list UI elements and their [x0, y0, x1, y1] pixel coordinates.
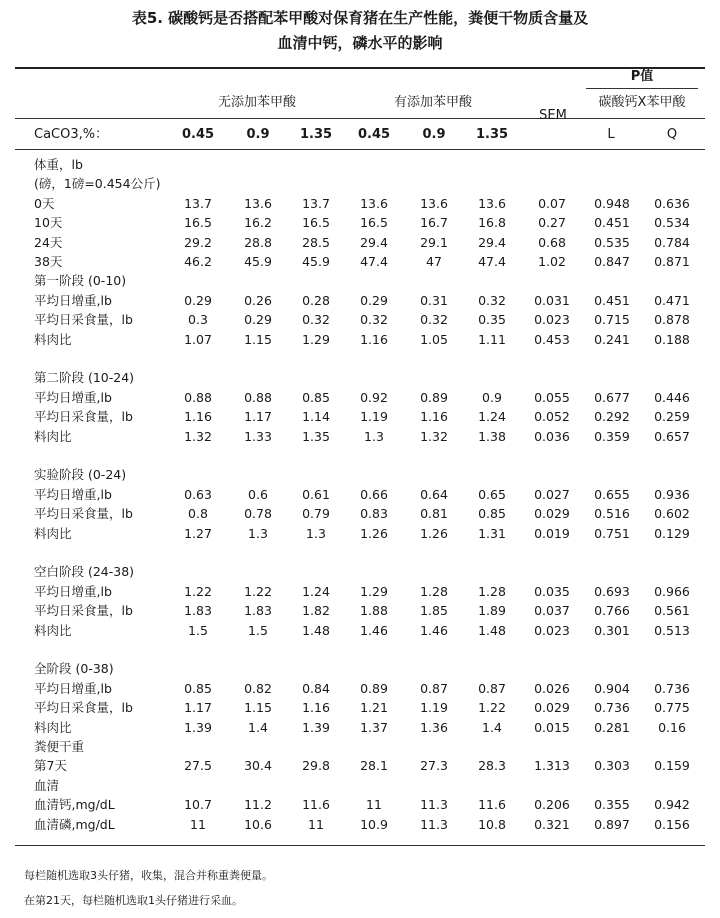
- row-label: 平均日增重,lb: [34, 680, 112, 696]
- table-cell: 1.19: [420, 700, 448, 716]
- table-cell: 1.39: [302, 719, 330, 735]
- table-cell: 11.3: [420, 816, 448, 832]
- table-cell: 0.966: [654, 583, 690, 599]
- table-cell: 1.28: [420, 583, 448, 599]
- table-cell: 11.6: [478, 797, 506, 813]
- table-cell: 1.15: [244, 331, 272, 347]
- table-cell: 1.313: [534, 758, 570, 774]
- table-cell: 45.9: [244, 254, 272, 269]
- table-cell: 0.32: [360, 312, 388, 328]
- caco3-level-6: 1.35: [475, 127, 509, 142]
- top-rule: [15, 67, 705, 69]
- table-cell: 45.9: [302, 254, 330, 269]
- table-cell: 0.026: [534, 680, 570, 696]
- table-cell: 0.784: [654, 234, 690, 250]
- table-cell: 0.156: [654, 816, 690, 832]
- table-cell: 27.3: [420, 758, 448, 774]
- table-cell: 1.21: [360, 700, 388, 716]
- row-label: 平均日采食量，lb: [34, 603, 133, 619]
- table-cell: 0.85: [302, 389, 330, 405]
- table-cell: 0.019: [534, 525, 570, 541]
- row-label: 第二阶段 (10-24): [34, 370, 135, 386]
- row-label: 血清: [34, 777, 60, 793]
- table-cell: 0.775: [654, 700, 690, 716]
- table-cell: 1.05: [420, 331, 448, 347]
- caco3-label: CaCO3,%：: [34, 127, 109, 142]
- table-cell: 0.281: [594, 719, 630, 735]
- table-cell: 0.677: [594, 389, 630, 405]
- table-cell: 0.79: [302, 506, 330, 522]
- table-cell: 0.241: [594, 331, 630, 347]
- table-cell: 1.48: [478, 622, 506, 638]
- table-cell: 46.2: [184, 254, 212, 269]
- table-cell: 1.11: [478, 331, 506, 347]
- table-cell: 0.321: [534, 816, 570, 832]
- table-cell: 47.4: [478, 254, 506, 269]
- table-cell: 16.2: [244, 215, 272, 231]
- table-cell: 0.292: [594, 409, 630, 425]
- title-line-2: 血清中钙，磷水平的影响: [277, 34, 443, 52]
- pvalue-header: P值: [630, 69, 654, 84]
- table-cell: 0.751: [594, 525, 630, 541]
- table-cell: 0.471: [654, 292, 690, 308]
- table-cell: 0.35: [478, 312, 506, 328]
- table-cell: 1.16: [360, 331, 388, 347]
- table-cell: 0.85: [184, 680, 212, 696]
- row-label: 平均日增重,lb: [34, 389, 112, 405]
- table-cell: 1.46: [420, 622, 448, 638]
- table-cell: 0.85: [478, 506, 506, 522]
- table-cell: 16.5: [184, 215, 212, 231]
- row-label: 料肉比: [34, 622, 72, 638]
- table-cell: 0.78: [244, 506, 272, 522]
- table-cell: 0.87: [420, 680, 448, 696]
- caco3-level-4: 0.45: [357, 127, 391, 142]
- table-cell: 0.693: [594, 583, 630, 599]
- table-cell: 16.7: [420, 215, 448, 231]
- row-label: 料肉比: [34, 428, 72, 444]
- table-cell: 0.023: [534, 312, 570, 328]
- table-cell: 0.32: [478, 292, 506, 308]
- table-cell: 0.29: [360, 292, 388, 308]
- table-cell: 10.9: [360, 816, 388, 832]
- row-label: 平均日采食量，lb: [34, 700, 133, 716]
- table-cell: 1.16: [302, 700, 330, 716]
- table-cell: 0.303: [594, 758, 630, 774]
- table-cell: 1.31: [478, 525, 506, 541]
- table-cell: 0.036: [534, 428, 570, 444]
- table-cell: 0.023: [534, 622, 570, 638]
- caco3-level-5: 0.9: [422, 127, 446, 142]
- table-cell: 1.22: [478, 700, 506, 716]
- row-label: 粪便干重: [34, 739, 85, 754]
- bottom-rule: [15, 845, 705, 846]
- table-cell: 1.26: [420, 525, 448, 541]
- table-cell: 1.4: [482, 719, 502, 735]
- table-cell: 28.8: [244, 234, 272, 250]
- row-label: 38天: [34, 254, 63, 269]
- table-cell: 28.1: [360, 758, 388, 774]
- caco3-level-1: 0.45: [181, 127, 215, 142]
- table-cell: 10.8: [478, 816, 506, 832]
- table-cell: 13.6: [244, 195, 272, 211]
- table-cell: 0.129: [654, 525, 690, 541]
- row-label: 平均日增重,lb: [34, 583, 112, 599]
- table-cell: 1.22: [244, 583, 272, 599]
- table-cell: 1.3: [248, 525, 268, 541]
- table-cell: 13.6: [420, 195, 448, 211]
- table-cell: 0.029: [534, 506, 570, 522]
- table-cell: 0.027: [534, 486, 570, 502]
- table-cell: 1.26: [360, 525, 388, 541]
- table-cell: 29.4: [360, 234, 388, 250]
- table-cell: 0.259: [654, 409, 690, 425]
- row-label: 体重，lb: [34, 157, 83, 172]
- table-cell: 0.029: [534, 700, 570, 716]
- table-cell: 0.68: [538, 234, 566, 250]
- table-cell: 0.446: [654, 389, 690, 405]
- table-cell: 0.871: [654, 254, 690, 269]
- table-cell: 1.17: [184, 700, 212, 716]
- table-cell: 0.055: [534, 389, 570, 405]
- footnote-2: 在第21天，每栏随机选取1头仔猪进行采血。: [24, 894, 243, 907]
- table-cell: 0.897: [594, 816, 630, 832]
- table-cell: 29.1: [420, 234, 448, 250]
- table-cell: 1.19: [360, 409, 388, 425]
- table-cell: 0.92: [360, 389, 388, 405]
- table-cell: 1.89: [478, 603, 506, 619]
- table-cell: 0.8: [188, 506, 208, 522]
- interaction-header: 碳酸钙X苯甲酸: [598, 95, 686, 110]
- table-cell: 0.451: [594, 292, 630, 308]
- table-cell: 1.88: [360, 603, 388, 619]
- table-cell: 1.28: [478, 583, 506, 599]
- table-cell: 0.61: [302, 486, 330, 502]
- table-cell: 0.602: [654, 506, 690, 522]
- row-label: 10天: [34, 215, 63, 231]
- table-cell: 1.27: [184, 525, 212, 541]
- row-label: 平均日增重,lb: [34, 486, 112, 502]
- table-cell: 0.159: [654, 758, 690, 774]
- table-cell: 0.16: [658, 719, 686, 735]
- table-cell: 0.878: [654, 312, 690, 328]
- table-cell: 11: [308, 816, 324, 832]
- caco3-level-2: 0.9: [246, 127, 270, 142]
- table-cell: 11.3: [420, 797, 448, 813]
- table-cell: 11: [366, 797, 382, 813]
- table-cell: 29.8: [302, 758, 330, 774]
- table-cell: 1.24: [302, 583, 330, 599]
- table-cell: 0.031: [534, 292, 570, 308]
- table-cell: 1.83: [184, 603, 212, 619]
- table-cell: 1.48: [302, 622, 330, 638]
- table-cell: 1.3: [306, 525, 326, 541]
- table-cell: 0.037: [534, 603, 570, 619]
- table-cell: 13.7: [184, 195, 212, 211]
- table-cell: 0.84: [302, 680, 330, 696]
- table-cell: 1.17: [244, 409, 272, 425]
- table-cell: 0.88: [244, 389, 272, 405]
- row-label: 第7天: [34, 758, 67, 774]
- table-cell: 0.188: [654, 331, 690, 347]
- row-label: (磅，1磅=0.454公斤): [34, 176, 161, 192]
- table-cell: 0.88: [184, 389, 212, 405]
- table-cell: 1.83: [244, 603, 272, 619]
- row-label: 平均日采食量，lb: [34, 312, 133, 328]
- table-cell: 0.561: [654, 603, 690, 619]
- table-cell: 11: [190, 816, 206, 832]
- row-label: 料肉比: [34, 525, 72, 541]
- table-cell: 0.355: [594, 797, 630, 813]
- table-cell: 0.052: [534, 409, 570, 425]
- table-cell: 10.7: [184, 797, 212, 813]
- table-cell: 0.766: [594, 603, 630, 619]
- table-cell: 1.24: [478, 409, 506, 425]
- table-cell: 0.936: [654, 486, 690, 502]
- table-cell: 0.453: [534, 331, 570, 347]
- table-cell: 0.64: [420, 486, 448, 502]
- table-cell: 0.29: [184, 292, 212, 308]
- table-cell: 0.657: [654, 428, 690, 444]
- table-cell: 0.451: [594, 215, 630, 231]
- table-cell: 1.5: [248, 622, 268, 638]
- group-with-benzoic: 有添加苯甲酸: [393, 95, 473, 110]
- row-label: 平均日增重,lb: [34, 292, 112, 308]
- table-cell: 1.33: [244, 428, 272, 444]
- table-cell: 0.28: [302, 292, 330, 308]
- table-cell: 0.535: [594, 234, 630, 250]
- row-label: 0天: [34, 195, 55, 211]
- table-cell: 0.206: [534, 797, 570, 813]
- table-cell: 0.81: [420, 506, 448, 522]
- sem-header: SEM: [539, 108, 567, 123]
- row-label: 24天: [34, 234, 63, 250]
- table-cell: 0.31: [420, 292, 448, 308]
- linear-header: L: [607, 127, 615, 142]
- row-label: 第一阶段 (0-10): [34, 273, 127, 289]
- table-cell: 47.4: [360, 254, 388, 269]
- table-cell: 13.7: [302, 195, 330, 211]
- row-label: 全阶段 (0-38): [34, 661, 114, 677]
- table-cell: 0.904: [594, 680, 630, 696]
- row-label: 平均日采食量，lb: [34, 409, 133, 425]
- table-cell: 1.29: [302, 331, 330, 347]
- table-cell: 0.07: [538, 195, 566, 211]
- table-cell: 0.736: [594, 700, 630, 716]
- table-cell: 1.37: [360, 719, 388, 735]
- table-cell: 0.32: [420, 312, 448, 328]
- group-without-benzoic: 无添加苯甲酸: [217, 95, 297, 110]
- table-cell: 0.035: [534, 583, 570, 599]
- table-cell: 0.359: [594, 428, 630, 444]
- table-cell: 0.513: [654, 622, 690, 638]
- row-label: 血清磷,mg/dL: [34, 816, 115, 832]
- table-cell: 16.8: [478, 215, 506, 231]
- table-cell: 1.36: [420, 719, 448, 735]
- header-rule-1: [15, 118, 705, 119]
- table-title: [0, 6, 720, 56]
- table-cell: 0.534: [654, 215, 690, 231]
- table-cell: 0.6: [248, 486, 268, 502]
- table-cell: 1.22: [184, 583, 212, 599]
- table-cell: 1.16: [420, 409, 448, 425]
- table-cell: 30.4: [244, 758, 272, 774]
- table-cell: 0.847: [594, 254, 630, 269]
- table-cell: 27.5: [184, 758, 212, 774]
- table-cell: 0.3: [188, 312, 208, 328]
- table-cell: 13.6: [360, 195, 388, 211]
- table-cell: 13.6: [478, 195, 506, 211]
- table-cell: 1.29: [360, 583, 388, 599]
- row-label: 实验阶段 (0-24): [34, 467, 127, 483]
- table-cell: 0.87: [478, 680, 506, 696]
- table-cell: 0.89: [420, 389, 448, 405]
- table-cell: 28.5: [302, 234, 330, 250]
- table-cell: 28.3: [478, 758, 506, 774]
- caco3-level-3: 1.35: [299, 127, 333, 142]
- table-cell: 10.6: [244, 816, 272, 832]
- table-cell: 0.89: [360, 680, 388, 696]
- table-cell: 16.5: [302, 215, 330, 231]
- row-label: 料肉比: [34, 719, 72, 735]
- table-cell: 0.83: [360, 506, 388, 522]
- table-cell: 1.07: [184, 331, 212, 347]
- table-cell: 1.15: [244, 700, 272, 716]
- table-cell: 0.942: [654, 797, 690, 813]
- table-cell: 1.02: [538, 254, 566, 269]
- table-cell: 0.636: [654, 195, 690, 211]
- table-cell: 1.35: [302, 428, 330, 444]
- header-rule-2: [15, 149, 705, 150]
- table-cell: 0.655: [594, 486, 630, 502]
- table-cell: 1.82: [302, 603, 330, 619]
- table-cell: 29.4: [478, 234, 506, 250]
- table-cell: 1.38: [478, 428, 506, 444]
- table-cell: 11.6: [302, 797, 330, 813]
- table-cell: 1.85: [420, 603, 448, 619]
- table-cell: 1.39: [184, 719, 212, 735]
- table-cell: 11.2: [244, 797, 272, 813]
- row-label: 料肉比: [34, 331, 72, 347]
- table-cell: 1.5: [188, 622, 208, 638]
- table-cell: 1.14: [302, 409, 330, 425]
- quadratic-header: Q: [666, 127, 678, 142]
- footnote-1: 每栏随机选取3头仔猪，收集，混合并称重粪便量。: [24, 869, 273, 882]
- table-cell: 0.715: [594, 312, 630, 328]
- table-cell: 1.3: [364, 428, 384, 444]
- table-cell: 0.26: [244, 292, 272, 308]
- row-label: 空白阶段 (24-38): [34, 564, 135, 580]
- pvalue-underline: [586, 88, 698, 89]
- table-cell: 0.32: [302, 312, 330, 328]
- table-cell: 1.4: [248, 719, 268, 735]
- table-cell: 0.9: [482, 389, 502, 405]
- table-cell: 0.66: [360, 486, 388, 502]
- table-cell: 0.82: [244, 680, 272, 696]
- table-cell: 16.5: [360, 215, 388, 231]
- table-cell: 0.27: [538, 215, 566, 231]
- table-cell: 29.2: [184, 234, 212, 250]
- table-cell: 1.46: [360, 622, 388, 638]
- table-cell: 1.32: [184, 428, 212, 444]
- row-label: 平均日采食量，lb: [34, 506, 133, 522]
- table-cell: 0.63: [184, 486, 212, 502]
- table-cell: 0.736: [654, 680, 690, 696]
- title-line-1: 表5. 碳酸钙是否搭配苯甲酸对保育猪在生产性能，粪便干物质含量及: [131, 9, 589, 27]
- table-cell: 0.516: [594, 506, 630, 522]
- table-cell: 0.301: [594, 622, 630, 638]
- table-cell: 0.948: [594, 195, 630, 211]
- table-cell: 1.16: [184, 409, 212, 425]
- table-cell: 0.29: [244, 312, 272, 328]
- table-cell: 1.32: [420, 428, 448, 444]
- table-cell: 0.65: [478, 486, 506, 502]
- row-label: 血清钙,mg/dL: [34, 797, 115, 813]
- table-cell: 47: [426, 254, 442, 269]
- table-cell: 0.015: [534, 719, 570, 735]
